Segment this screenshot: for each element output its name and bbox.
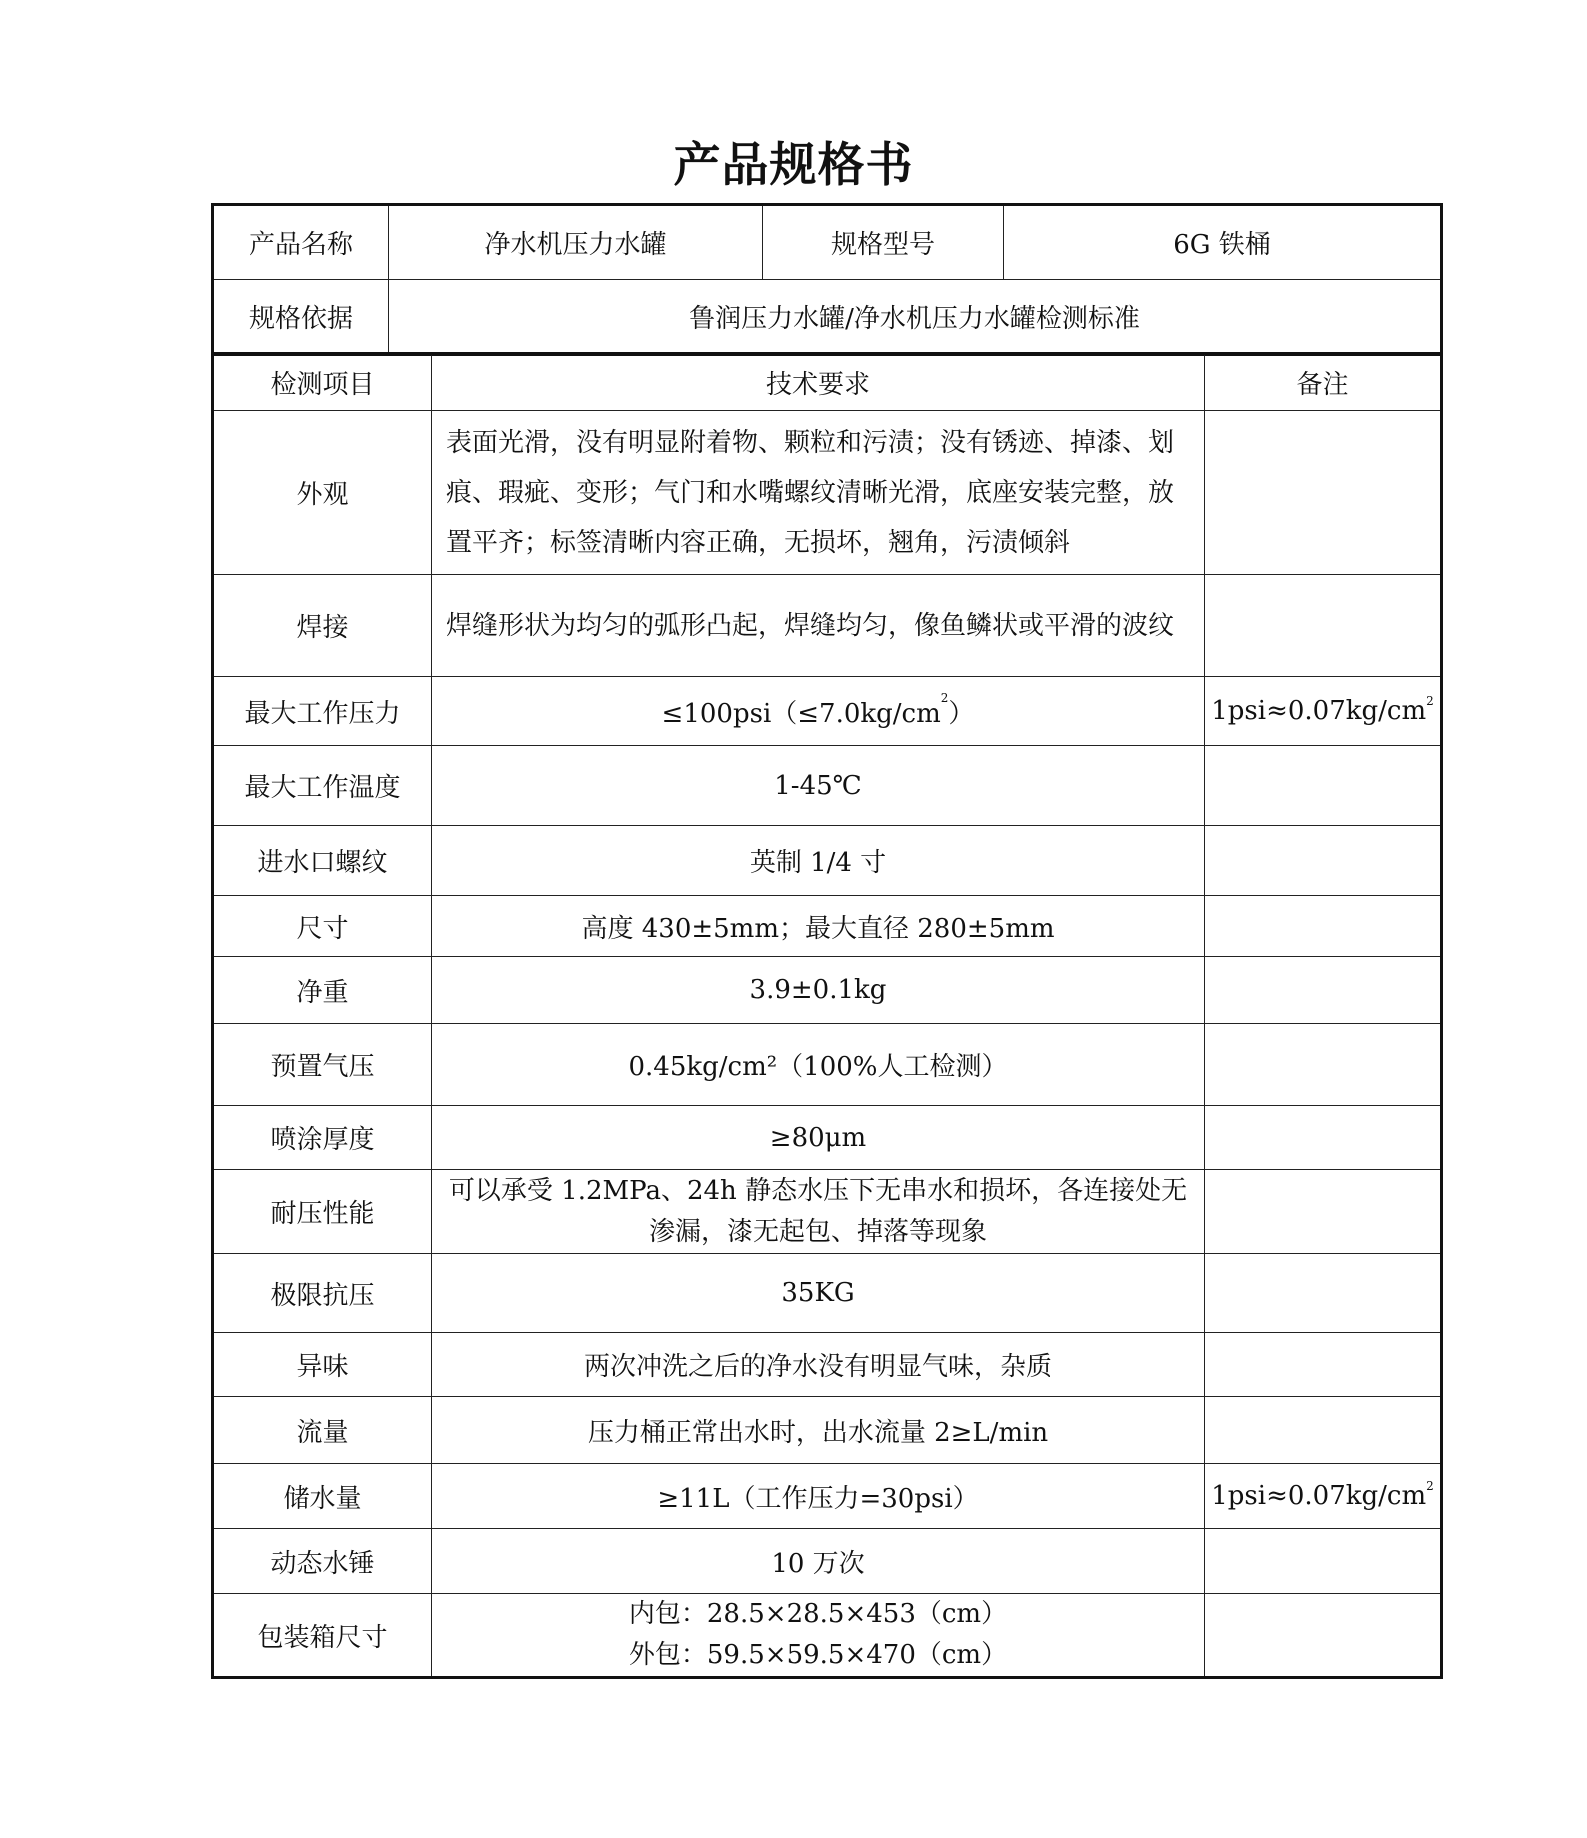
- row-note: [1205, 575, 1442, 677]
- model-label: 规格型号: [763, 205, 1004, 280]
- row-requirement: 1-45℃: [432, 746, 1205, 826]
- table-row: [213, 957, 1442, 1024]
- table-row: [213, 677, 1442, 746]
- row-requirement: [432, 1170, 1205, 1254]
- table-row: [213, 746, 1442, 826]
- row-requirement: 表面光滑，没有明显附着物、颗粒和污渍；没有锈迹、掉漆、划痕、瑕疵、变形；气门和水嘴螺纹清晰光滑，底座安装完整，放置平齐；标签清晰内容正确，无损坏，翘角，污渍倾斜: [432, 411, 1205, 575]
- table-row: [213, 1529, 1442, 1594]
- column-header-item: 检测项目: [213, 354, 432, 411]
- row-item: 极限抗压: [213, 1254, 432, 1333]
- row-note: [1205, 1397, 1442, 1464]
- row-note: [1205, 677, 1442, 746]
- row-item: 包装箱尺寸: [213, 1594, 432, 1678]
- column-header-row: [213, 354, 1442, 411]
- row-item: 动态水锤: [213, 1529, 432, 1594]
- table-row: [213, 411, 1442, 575]
- requirement-line-2: 外包：59.5×59.5×470（cm）: [628, 1640, 1008, 1670]
- basis-label: 规格依据: [213, 280, 389, 355]
- row-note: [1205, 826, 1442, 896]
- row-requirement: [432, 1594, 1205, 1678]
- row-note: [1205, 896, 1442, 957]
- superscript: 2: [1426, 1479, 1434, 1493]
- row-requirement: 英制 1/4 寸: [432, 826, 1205, 896]
- product-name-label: 产品名称: [213, 205, 389, 280]
- basis-value: 鲁润压力水罐/净水机压力水罐检测标准: [389, 280, 1442, 355]
- row-note: [1205, 1254, 1442, 1333]
- row-requirement: ≥11L（工作压力=30psi）: [432, 1464, 1205, 1529]
- table-row: [213, 1170, 1442, 1254]
- superscript: 2: [1426, 694, 1434, 708]
- requirement-line-1: 可以承受 1.2MPa、24h 静态水压下无串水和损坏，各连接处无: [448, 1175, 1188, 1206]
- row-note: [1205, 1594, 1442, 1678]
- table-row: [213, 1106, 1442, 1170]
- note-text: 1psi≈0.07kg/cm: [1211, 1481, 1427, 1511]
- row-note: [1205, 1106, 1442, 1170]
- row-requirement: ≥80μm: [432, 1106, 1205, 1170]
- row-requirement: 压力桶正常出水时，出水流量 2≥L/min: [432, 1397, 1205, 1464]
- row-note: [1205, 411, 1442, 575]
- row-requirement: 焊缝形状为均匀的弧形凸起，焊缝均匀，像鱼鳞状或平滑的波纹: [432, 575, 1205, 677]
- row-item: 外观: [213, 411, 432, 575]
- row-note: [1205, 1170, 1442, 1254]
- row-item: 异味: [213, 1333, 432, 1397]
- table-row: [213, 1397, 1442, 1464]
- header-table: [211, 203, 1443, 356]
- table-row: [213, 896, 1442, 957]
- row-item: 焊接: [213, 575, 432, 677]
- requirement-line-2: 渗漏，漆无起包、掉落等现象: [648, 1216, 987, 1247]
- header-row-product: [213, 205, 1442, 280]
- row-item: 最大工作压力: [213, 677, 432, 746]
- table-row: [213, 1254, 1442, 1333]
- table-row: [213, 1594, 1442, 1678]
- table-row: [213, 1464, 1442, 1529]
- requirement-line-1: 内包：28.5×28.5×453（cm）: [628, 1599, 1008, 1629]
- requirement-text: ≤100psi（≤7.0kg/cm: [661, 698, 941, 729]
- row-item: 耐压性能: [213, 1170, 432, 1254]
- row-item: 流量: [213, 1397, 432, 1464]
- row-requirement: 35KG: [432, 1254, 1205, 1333]
- row-requirement: [432, 677, 1205, 746]
- spec-table: [211, 352, 1443, 1679]
- header-row-basis: [213, 280, 1442, 355]
- row-requirement: 3.9±0.1kg: [432, 957, 1205, 1024]
- row-note: [1205, 1333, 1442, 1397]
- row-requirement: 10 万次: [432, 1529, 1205, 1594]
- row-item: 预置气压: [213, 1024, 432, 1106]
- superscript: 2: [940, 690, 949, 705]
- column-header-requirement: 技术要求: [432, 354, 1205, 411]
- row-item: 净重: [213, 957, 432, 1024]
- note-text: 1psi≈0.07kg/cm: [1211, 696, 1427, 726]
- requirement-tail: ）: [948, 698, 975, 729]
- row-item: 进水口螺纹: [213, 826, 432, 896]
- row-note: [1205, 957, 1442, 1024]
- table-row: [213, 1024, 1442, 1106]
- page-title: 产品规格书: [673, 138, 914, 193]
- table-row: [213, 826, 1442, 896]
- column-header-note: 备注: [1205, 354, 1442, 411]
- row-item: 储水量: [213, 1464, 432, 1529]
- row-requirement: 0.45kg/cm²（100%人工检测）: [432, 1024, 1205, 1106]
- row-item: 尺寸: [213, 896, 432, 957]
- row-item: 最大工作温度: [213, 746, 432, 826]
- row-note: [1205, 1024, 1442, 1106]
- model-value: 6G 铁桶: [1004, 205, 1442, 280]
- row-item: 喷涂厚度: [213, 1106, 432, 1170]
- row-requirement: 两次冲洗之后的净水没有明显气味，杂质: [432, 1333, 1205, 1397]
- row-note: [1205, 1529, 1442, 1594]
- row-requirement: 高度 430±5mm；最大直径 280±5mm: [432, 896, 1205, 957]
- product-name-value: 净水机压力水罐: [389, 205, 763, 280]
- table-row: [213, 1333, 1442, 1397]
- row-note: [1205, 746, 1442, 826]
- row-note: [1205, 1464, 1442, 1529]
- table-row: [213, 575, 1442, 677]
